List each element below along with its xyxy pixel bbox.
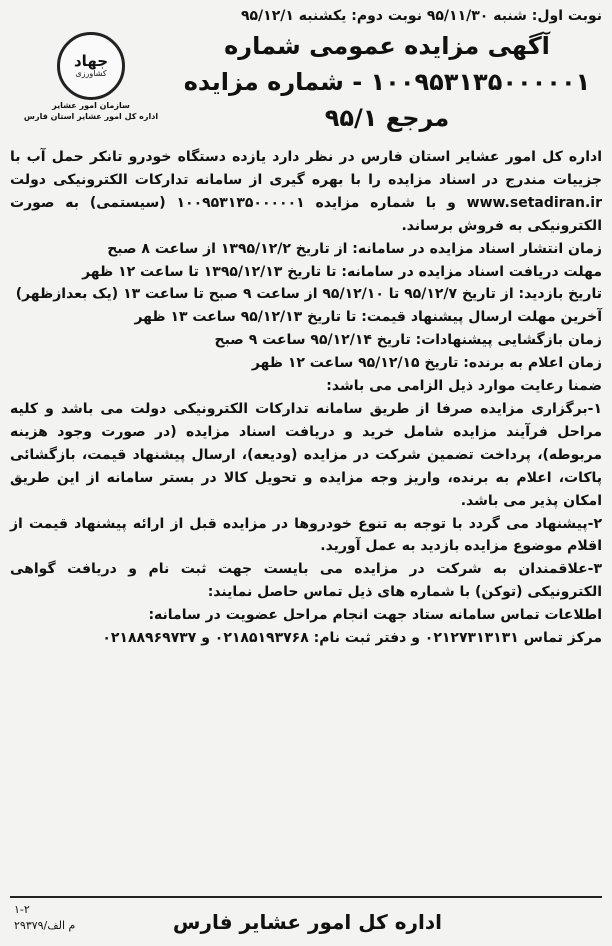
condition-item-2: ۲-پیشنهاد می گردد با توجه به تنوع خودروها در مزایده قبل از ارائه پیشنهاد قیمت از اقلام موضوع مزایده بازدید به عمل آورید. [10,515,602,555]
title-line-2: ۱۰۰۹۵۳۱۳۵۰۰۰۰۰۱ - شماره مزایده [183,68,591,96]
footer [10,896,602,942]
org-name-line-2: اداره کل امور عشایر استان فارس [23,112,159,121]
condition-item-1: ۱-برگزاری مزایده صرفا از طریق سامانه تدارکات الکترونیکی دولت می باشد و کلیه مراحل فرآیند مزایده شامل خرید و دریافت اسناد مزایده (در صورت وجود هزینه مربوطه)، پرداخت تضمین شرکت در مزایده (ودیعه)، ارسال پیشنهاد قیمت، بازگشائی پاکات، اعلام به برنده، واریز وجه مزایده و تحویل کالا در بستر سامانه از این طریق امکان پذیر می باشد. [10,400,602,509]
title-block [10,28,602,146]
winner-time: زمان اعلام به برنده: تاریخ ۹۵/۱۲/۱۵ ساعت ۱۲ ظهر [251,355,602,372]
logo-word: جهاد [73,52,109,70]
offer-deadline: آخرین مهلت ارسال پیشنهاد قیمت: تا تاریخ ۹۵/۱۲/۱۳ ساعت ۱۳ ظهر [134,309,602,326]
publish-time: زمان انتشار اسناد مزایده در سامانه: از تاریخ ۱۳۹۵/۱۲/۲ از ساعت ۸ صبح [107,240,602,257]
signature: اداره کل امور عشایر فارس [172,910,442,934]
opening-time: زمان بازگشایی پیشنهادات: تاریخ ۹۵/۱۲/۱۴ ساعت ۹ صبح [214,332,602,349]
organization-logo [16,32,166,122]
page-code: ۱-۲ [14,903,30,916]
announcement-title [172,28,602,136]
org-name-line-1: سازمان امور عشایر [52,101,130,110]
logo-sub: کشاورزی [75,69,107,78]
ref-code: ۲۹۳۷۹/م الف [14,919,76,932]
title-line-1: آگهی مزایده عمومی شماره [224,32,550,60]
receive-deadline: مهلت دریافت اسناد مزایده در سامانه: تا تاریخ ۱۳۹۵/۱۲/۱۳ تا ساعت ۱۲ ظهر [82,263,602,280]
title-line-3: مرجع ۹۵/۱ [324,104,450,132]
announcement-body [10,146,602,650]
conditions-intro: ضمنا رعایت موارد ذیل الزامی می باشد: [326,378,602,395]
contact-intro: اطلاعات تماس سامانه ستاد جهت انجام مراحل عضویت در سامانه: [148,607,602,624]
contact-numbers: مرکز تماس ۰۲۱۲۷۳۱۳۱۳۱ و دفتر ثبت نام: ۰۲۱۸۵۱۹۳۷۶۸ و ۰۲۱۸۸۹۶۹۷۳۷ [102,630,602,647]
condition-item-3: ۳-علاقمندان به شرکت در مزایده می بایست جهت ثبت نام و دریافت گواهی الکترونیکی (توکن) با شماره های ذیل تماس حاصل نمایند: [10,561,602,601]
intro-paragraph: اداره کل امور عشایر استان فارس در نظر دارد یازده دستگاه خودرو تانکر حمل آب با جزییات مندرج در اسناد مزایده را با بهره گیری از سامانه تدارکات الکترونیکی دولت www.setadiran.ir و با شماره مزایده ۱۰۰۹۵۳۱۳۵۰۰۰۰۰۱ (سیستمی) به صورت الکترونیکی به فروش برساند. [10,149,602,234]
footer-codes [14,902,75,934]
visit-dates: تاریخ بازدید: از تاریخ ۹۵/۱۲/۷ تا ۹۵/۱۲/۱۰ از ساعت ۹ صبح تا ساعت ۱۳ (یک بعدازظهر) [15,286,602,303]
jahad-logo-icon [57,32,125,100]
publish-dates: نوبت اول: شنبه ۹۵/۱۱/۳۰ نوبت دوم: یکشنبه ۹۵/۱۲/۱ [240,8,602,24]
